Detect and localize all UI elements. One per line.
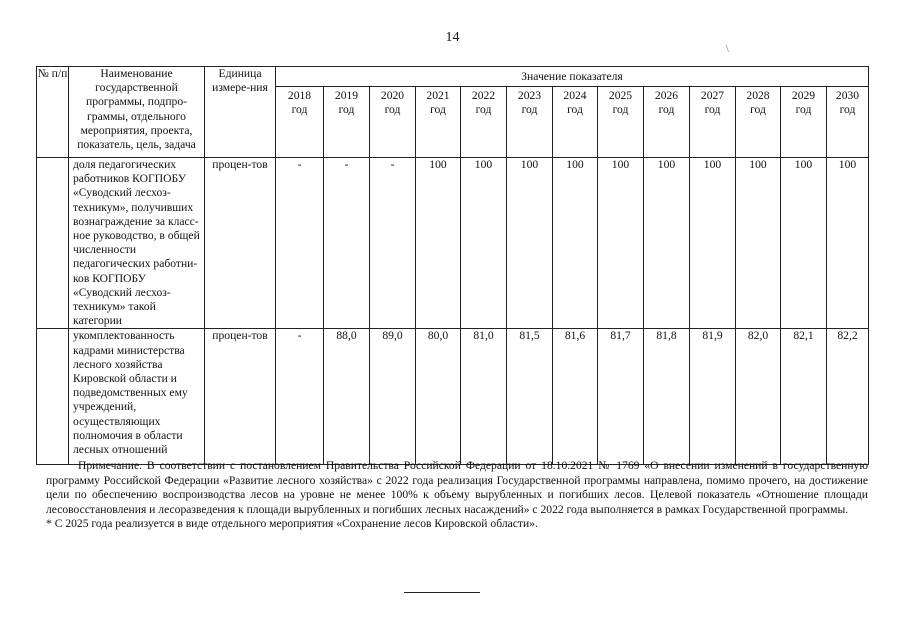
year-label: год: [338, 103, 355, 117]
row-value-2021: 80,0: [416, 329, 461, 465]
header-value-title: Значение показателя: [276, 67, 869, 87]
row-value-2028: 100: [736, 158, 781, 329]
year-label: год: [750, 103, 766, 117]
year-number: 2027: [700, 89, 725, 103]
header-year-0: [276, 87, 324, 158]
year-label: год: [704, 103, 721, 117]
year-number: 2022: [471, 89, 496, 103]
year-label: год: [430, 103, 446, 117]
year-label: год: [795, 103, 812, 117]
header-year-12: [827, 87, 869, 158]
row-num: [37, 158, 69, 329]
row-value-2019: -: [324, 158, 370, 329]
header-name: Наименование государственной программы, подпро-граммы, отдельного мероприятия, проекта, показатель, цель, задача: [69, 67, 205, 158]
header-year-5: [507, 87, 553, 158]
row-unit: процен-тов: [205, 329, 276, 465]
header-year-8: [644, 87, 690, 158]
header-year-9: [690, 87, 736, 158]
year-label: год: [839, 103, 856, 117]
row-value-2025: 81,7: [598, 329, 644, 465]
year-number: 2021: [426, 89, 450, 103]
header-year-2: [370, 87, 416, 158]
page-number: 14: [445, 30, 460, 45]
year-number: 2029: [791, 89, 816, 103]
year-label: год: [384, 103, 401, 117]
row-value-2028: 82,0: [736, 329, 781, 465]
indicator-table: [36, 66, 869, 465]
row-value-2020: -: [370, 158, 416, 329]
row-value-2018: -: [276, 158, 324, 329]
row-value-2019: 88,0: [324, 329, 370, 465]
row-name: укомплектованность кадрами министерства лесного хозяйства Кировской области и подведомственных ему учреждений, осуществляющих полномочия в области лесных отношений: [69, 329, 205, 465]
year-number: 2023: [517, 89, 542, 103]
year-number: 2019: [334, 89, 359, 103]
header-year-10: [736, 87, 781, 158]
table-row: [37, 329, 869, 465]
year-label: год: [475, 103, 492, 117]
row-value-2018: -: [276, 329, 324, 465]
header-year-3: [416, 87, 461, 158]
row-value-2026: 100: [644, 158, 690, 329]
row-num: [37, 329, 69, 465]
row-value-2022: 81,0: [461, 329, 507, 465]
row-value-2026: 81,8: [644, 329, 690, 465]
header-year-4: [461, 87, 507, 158]
year-label: год: [521, 103, 538, 117]
row-value-2027: 100: [690, 158, 736, 329]
year-number: 2018: [287, 89, 312, 103]
year-number: 2030: [835, 89, 860, 103]
row-value-2025: 100: [598, 158, 644, 329]
note-block: [46, 459, 868, 532]
row-value-2024: 81,6: [553, 329, 598, 465]
header-year-1: [324, 87, 370, 158]
table-header-row-1: [37, 67, 869, 87]
closing-rule: [404, 592, 480, 593]
footnote-text: * С 2025 года реализуется в виде отдельного мероприятия «Сохранение лесов Кировской области».: [46, 517, 538, 531]
row-value-2029: 82,1: [781, 329, 827, 465]
row-value-2030: 100: [827, 158, 869, 329]
row-name: доля педагогических работников КОГПОБУ «Суводский лесхоз-техникум», получивших вознаграждение за класс-ное руководство, в общей численности педагогических работни-ков КОГПОБУ «Суводский лесхоз-техникум» такой категории: [69, 158, 205, 329]
header-year-11: [781, 87, 827, 158]
year-number: 2025: [608, 89, 633, 103]
year-number: 2024: [563, 89, 587, 103]
table-row: [37, 158, 869, 329]
year-label: год: [567, 103, 583, 117]
year-label: год: [658, 103, 675, 117]
row-value-2023: 100: [507, 158, 553, 329]
year-number: 2026: [654, 89, 679, 103]
header-num: № п/п: [37, 67, 69, 158]
row-unit: процен-тов: [205, 158, 276, 329]
row-value-2022: 100: [461, 158, 507, 329]
year-number: 2020: [380, 89, 405, 103]
year-label: год: [612, 103, 629, 117]
header-year-6: [553, 87, 598, 158]
row-value-2021: 100: [416, 158, 461, 329]
row-value-2027: 81,9: [690, 329, 736, 465]
year-label: год: [291, 103, 308, 117]
note-text: Примечание. В соответствии с постановлением Правительства Российской Федерации от 18.10.2021 № 1769 «О внесении изменений в государственную программу Российской Федерации «Развитие лесного хозяйства» с 2022 года реализация Государственной программы направлена, помимо прочего, на достижение цели по обеспечению воспроизводства лесов на уровне не менее 100% к объему вырубленных и погибших лесов. Целевой показатель «Отношение площади лесовосстановления и лесоразведения к площади вырубленных и погибших лесных насаждений» с 2022 года выполняется в рамках Государственной программы.: [46, 459, 868, 516]
row-value-2023: 81,5: [507, 329, 553, 465]
row-value-2030: 82,2: [827, 329, 869, 465]
row-value-2024: 100: [553, 158, 598, 329]
year-number: 2028: [746, 89, 770, 103]
header-unit: Единица измере-ния: [205, 67, 276, 158]
header-year-7: [598, 87, 644, 158]
scan-mark: \: [726, 44, 729, 55]
row-value-2020: 89,0: [370, 329, 416, 465]
row-value-2029: 100: [781, 158, 827, 329]
